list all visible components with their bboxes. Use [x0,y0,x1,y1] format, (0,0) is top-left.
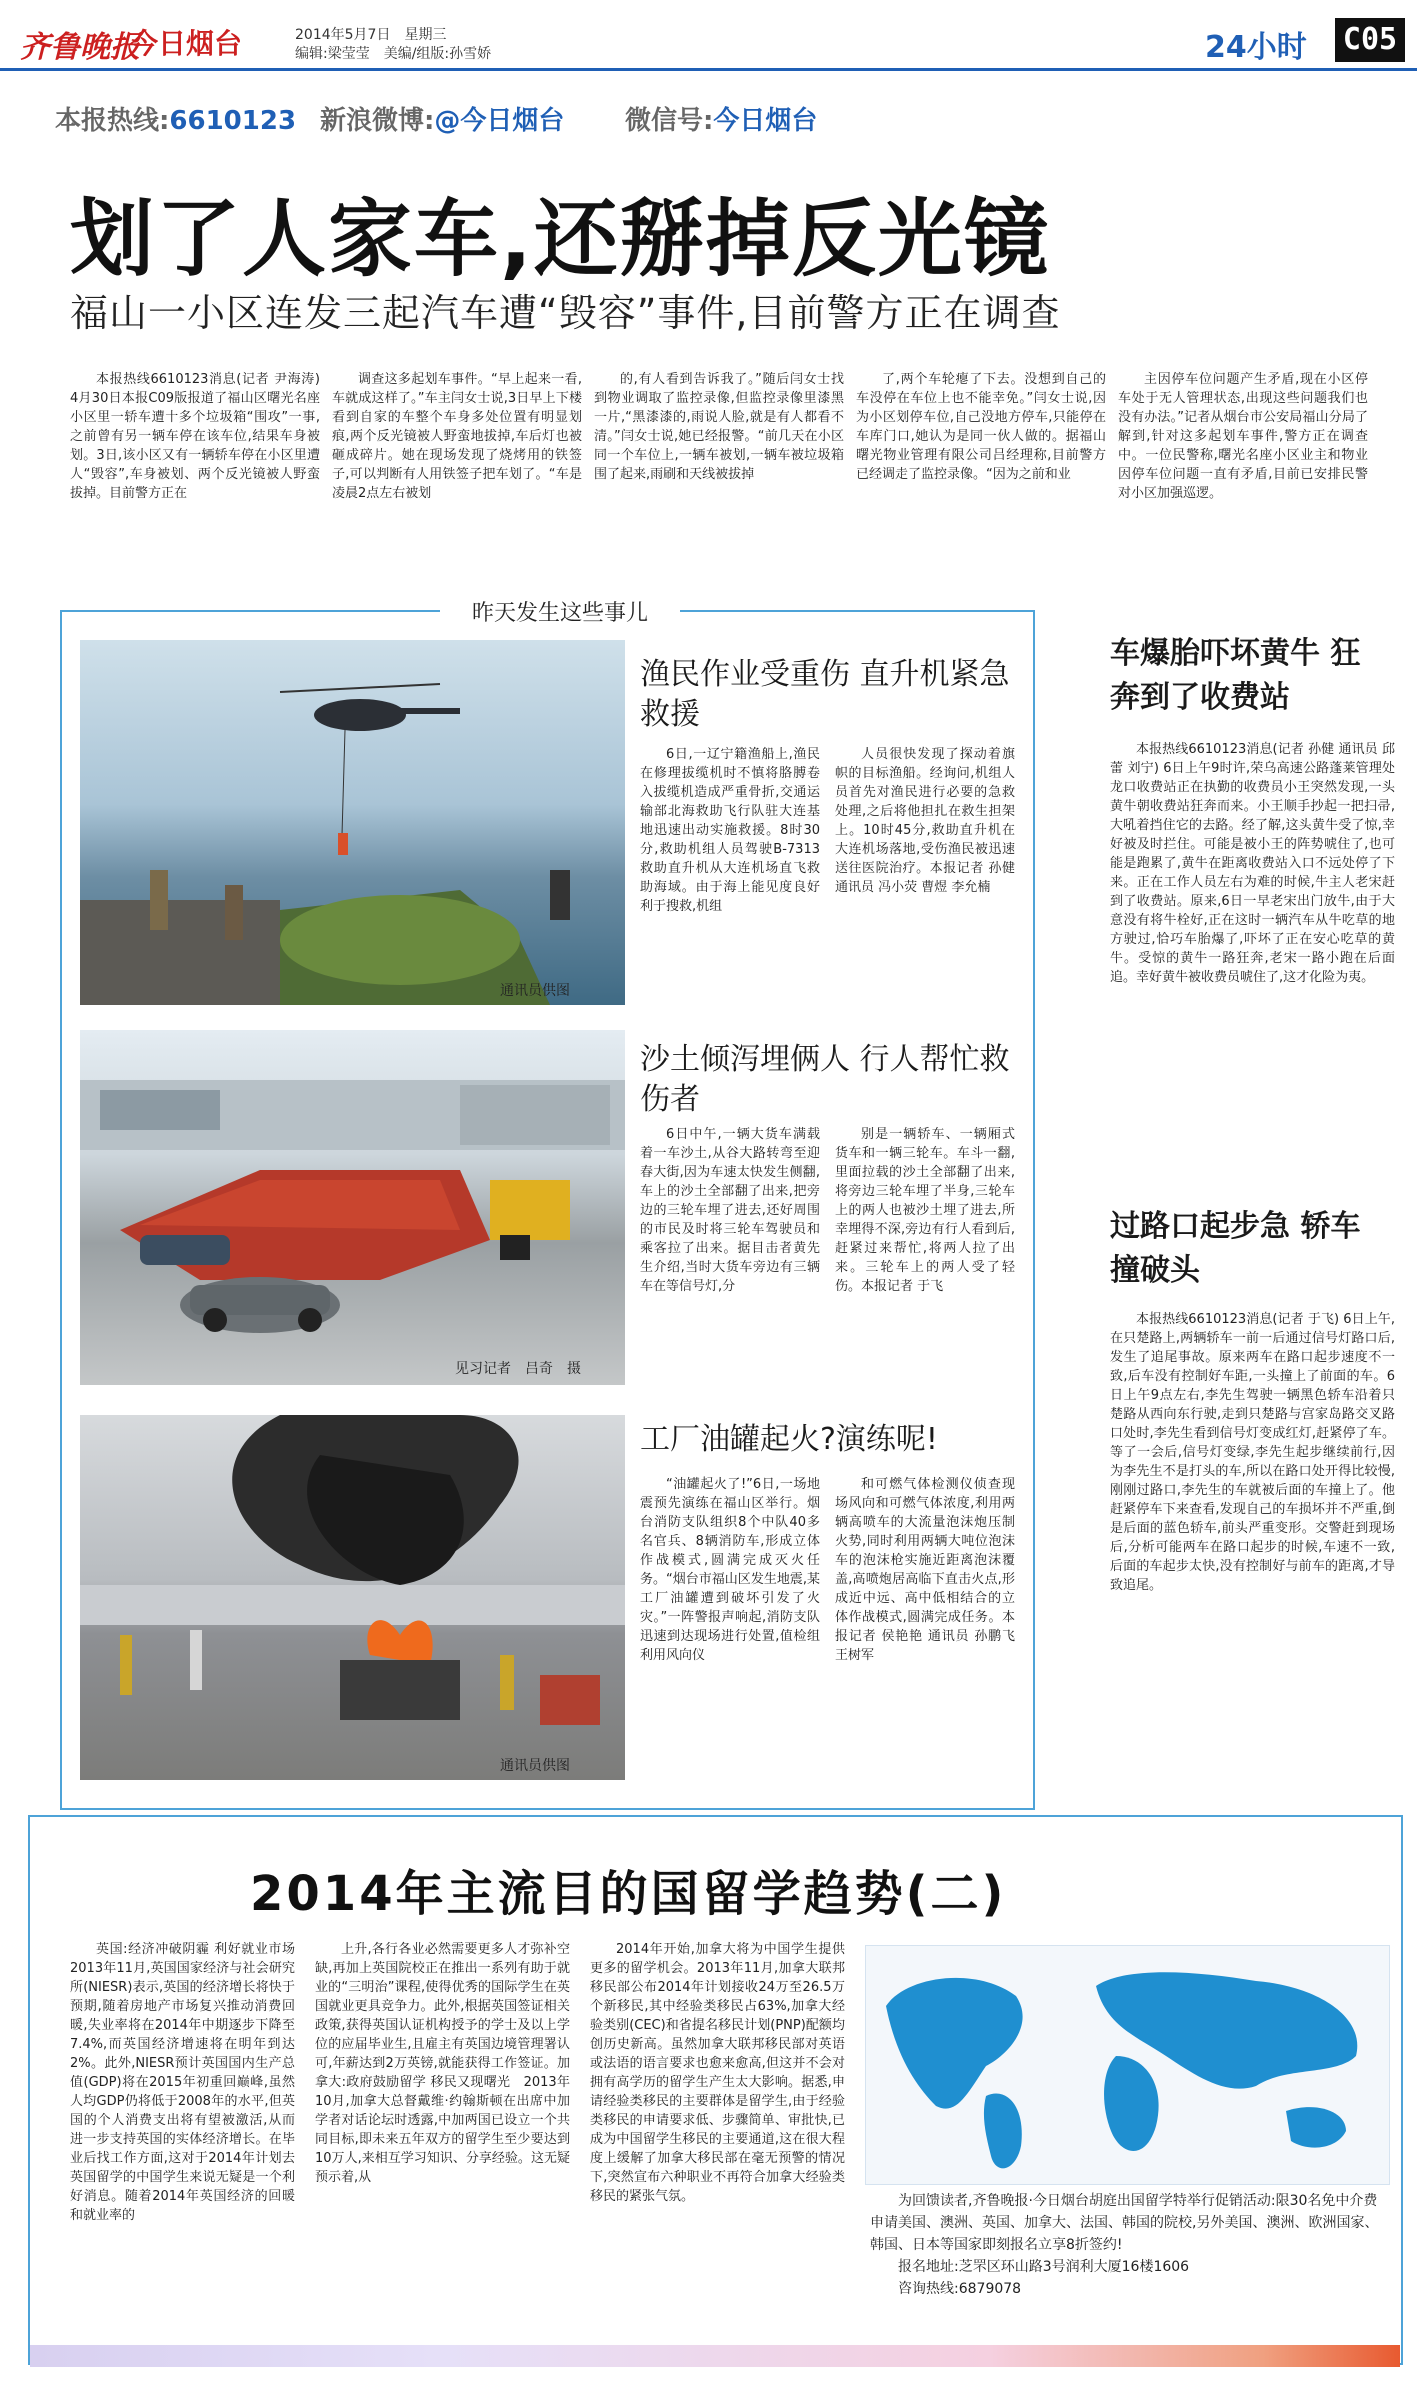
section-24h: 24小时 [1205,30,1307,65]
page-number: C05 [1335,18,1405,62]
lead-column-4: 了,两个车轮瘪了下去。没想到自己的车没停在车位上也不能幸免。”闫女士说,因为小区划停车位,自己没地方停车,只能停在车库门口,她认为是同一伙人做的。据福山曙光物业管理有限公司吕经理称,目前警方已经调走了监控录像。“因为之前和业 [856,372,1106,482]
issue-date: 2014年5月7日 星期三 [295,27,447,43]
side-story-body: 本报热线6610123消息(记者 于飞) 6日上午,在只楚路上,两辆轿车一前一后通过信号灯路口后,发生了追尾事故。原来两车在路口起步速度不一致,后车没有控制好车距,一头撞上了前面的车。6日上午9点左右,李先生驾驶一辆黑色轿车沿着只楚路从西向东行驶,走到只楚路与宫家岛路交叉路口处时,李先生看到信号灯变成红灯,赶紧停了车。等了一会后,信号灯变绿,李先生起步继续前行,因为李先生不是打头的车,所以在路口处开得比较慢,刚刚过路口,李先生的车就被后面的车撞上了。他赶紧停车下来查看,发现自己的车损坏并不严重,倒是后面的蓝色轿车,前头严重变形。交警赶到现场后,分析可能两车在路口起步的时候,车速不一致,后面的车起步太快,没有控制好与前车的距离,才导致追尾。 [1110,1312,1395,1593]
header-rule [0,68,1417,71]
promo-text: 为回馈读者,齐鲁晚报·今日烟台胡庭出国留学特举行促销活动:限30名免中介费申请美国、澳洲、英国、加拿大、法国、韩国的院校,另外美国、澳洲、欧洲国家、韩国、日本等国家即刻报名立享8折签约! 报名地址:芝罘区环山路3号润利大厦16楼1606 咨询热线:6879078 [870,2193,1379,2297]
photo-caption: 通讯员供图 [500,1758,570,1774]
education-column-2: 上升,各行各业必然需要更多人才弥补空缺,再加上英国院校正在推出一系列有助于就业的“三明治”课程,使得优秀的国际学生在英国就业更具竞争力。此外,根据英国签证相关政策,获得英国认证机构授予的学士及以上学位的应届毕业生,且雇主有英国边境管理署认可,年薪达到2万英镑,就能获得工作签证。加拿大:政府鼓励留学 移民又现曙光 2013年10月,加拿大总督戴维·约翰斯顿在出席中加学者对话论坛时透露,中加两国已设立一个共同目标,即未来五年双方的留学生至少要达到10万人,来相互学习知识、分享经验。这无疑预示着,从 [315,1942,570,2185]
editor-credits: 编辑:梁莹莹 美编/组版:孙雪娇 [295,46,492,62]
side-story-body: 本报热线6610123消息(记者 孙健 通讯员 邱蕾 刘宁) 6日上午9时许,荣乌高速公路蓬莱管理处龙口收费站正在执勤的收费员小王突然发现,一头黄牛朝收费站狂奔而来。小王顺手抄起一把扫帚,大吼着挡住它的去路。经了解,这头黄牛受了惊,幸好被及时拦住。可能是被小王的阵势唬住了,也可能是跑累了,黄牛在距离收费站入口不远处停了下来。正在工作人员左右为难的时候,牛主人老宋赶到了收费站。原来,6日一早老宋出门放牛,由于大意没有将牛栓好,正在这时一辆汽车从牛吃草的地方驶过,恰巧车胎爆了,吓坏了正在安心吃草的黄牛。受惊的黄牛一路狂奔,老宋一路小跑在后面追。幸好黄牛被收费员唬住了,这才化险为夷。 [1110,742,1395,985]
story-column: 6日中午,一辆大货车满载着一车沙土,从谷大路转弯至迎春大街,因为车速太快发生侧翻,车上的沙土全部翻了出来,把旁边的三轮车埋了进去,还好周围的市民及时将三轮车驾驶员和乘客拉了出来。据目击者黄先生介绍,当时大货车旁边有三辆车在等信号灯,分 [640,1127,820,1294]
lead-column-3: 的,有人看到告诉我了。”随后闫女士找到物业调取了监控录像,但监控录像里漆黑一片,“黑漆漆的,雨说人脸,就是有人都看不清。”闫女士说,她已经报警。“前几天在小区同一个车位上,一辆车被划,一辆车被垃圾箱围了起来,雨刷和天线被拔掉 [594,372,844,482]
story-column: 6日,一辽宁籍渔船上,渔民在修理拔缆机时不慎将胳膊卷入拔缆机造成严重骨折,交通运输部北海救助飞行队驻大连基地迅速出动实施救援。8时30分,救助机组人员驾驶B-7313救助直升机从大连机场直飞救助海域。由于海上能见度良好利于搜救,机组 [640,747,820,914]
story-column: 别是一辆轿车、一辆厢式货车和一辆三轮车。车斗一翻,里面拉载的沙土全部翻了出来,将旁边三轮车埋了半身,三轮车上的两人也被沙土埋了进去,所幸埋得不深,旁边有行人看到后,赶紧过来帮忙,将两人拉了出来。三轮车上的两人受了轻伤。本报记者 于飞 [835,1127,1015,1294]
world-map-graphic [865,1945,1390,2185]
story-headline: 工厂油罐起火?演练呢! [640,1422,938,1457]
weibo: 新浪微博:@今日烟台 [320,106,565,136]
bottom-gradient-bar [30,2345,1400,2367]
wechat: 微信号:今日烟台 [625,106,818,136]
lead-headline: 划了人家车,还掰掉反光镜 [70,190,1050,288]
story-column: “油罐起火了!”6日,一场地震预先演练在福山区举行。烟台消防支队组织8个中队40多名官兵、8辆消防车,形成立体作战模式,圆满完成灭火任务。“烟台市福山区发生地震,某工厂油罐遭到破坏引发了火灾。”一阵警报声响起,消防支队迅速到达现场进行处置,值检组利用风向仪 [640,1477,820,1663]
lead-column-1: 本报热线6610123消息(记者 尹海涛) 4月30日本报C09版报道了福山区曙光名座小区里一轿车遭十多个垃圾箱“围攻”一事,之前曾有另一辆车停在该车位,结果车身被划。3日,该小区又有一辆轿车停在小区里遭人“毁容”,车身被划、两个反光镜被人野蛮拔掉。目前警方正在 [70,372,320,501]
truck-accident-photo [80,1030,625,1385]
lead-subhead: 福山一小区连发三起汽车遭“毁容”事件,目前警方正在调查 [70,291,1061,335]
section-name: 今日烟台 [130,27,243,60]
hotline: 本报热线:6610123 [55,106,297,136]
newspaper-brand: 齐鲁晚报 [20,30,140,65]
education-title: 2014年主流目的国留学趋势(二) [250,1866,1007,1922]
lead-column-5: 主因停车位问题产生矛盾,现在小区停车处于无人管理状态,出现这些问题我们也没有办法。”记者从烟台市公安局福山分局了解到,针对这多起划车事件,警方正在调查中。一位民警称,曙光名座小区业主和物业因停车位问题一直有矛盾,目前已安排民警对小区加强巡逻。 [1118,372,1368,501]
education-column-1: 英国:经济冲破阴霾 利好就业市场 2013年11月,英国国家经济与社会研究所(NIESR)表示,英国的经济增长将快于预期,随着房地产市场复兴推动消费回暖,失业率将在2014年中期逐步下降至7.4%,而英国经济增速将在明年到达2%。此外,NIESR预计英国国内生产总值(GDP)将在2015年初重回巅峰,虽然人均GDP仍将低于2008年的水平,但英国的个人消费支出将有望被激活,从而进一步支持英国的实体经济增长。在毕业后找工作方面,这对于2014年计划去英国留学的中国学生来说无疑是一个利好消息。随着2014年英国经济的回暖和就业率的 [70,1942,309,2223]
events-box-title: 昨天发生这些事儿 [440,596,680,627]
lead-column-2: 调查这多起划车事件。“早上起来一看,车就成这样了。”车主闫女士说,3日早上下楼看到自家的车整个车身多处位置有明显划痕,两个反光镜被人野蛮地拔掉,车后灯也被砸成碎片。她在现场发现了烧烤用的铁签子,可以判断有人用铁签子把车划了。“车是凌晨2点左右被划 [332,372,582,501]
story-headline: 渔民作业受重伤 直升机紧急救援 [640,657,1010,732]
story-headline: 沙土倾泻埋俩人 行人帮忙救伤者 [640,1042,1010,1117]
photo-caption: 见习记者 吕奇 摄 [455,1361,581,1377]
education-column-3: 2014年开始,加拿大将为中国学生提供更多的留学机会。2013年11月,加拿大联邦移民部公布2014年计划接收24万至26.5万个新移民,其中经验类移民占63%,加拿大经验类别(CEC)和省提名移民计划(PNP)配额均创历史新高。虽然加拿大联邦移民部对英语或法语的语言要求也愈来愈高,但这并不会对拥有高学历的留学生产生太大影响。据悉,申请经验类移民的主要群体是留学生,由于经验类移民的申请要求低、步骤简单、审批快,已成为中国留学生移民的主要通道,这在很大程度上缓解了加拿大移民部在毫无预警的情况下,突然宣布六种职业不再符合加拿大经验类移民的紧张气氛。 [590,1942,845,2204]
story-column: 人员很快发现了探动着旗帜的目标渔船。经询问,机组人员首先对渔民进行必要的急救处理,之后将他担扎在救生担架上。10时45分,救助直升机在大连机场落地,受伤渔民被迅速送往医院治疗。本报记者 孙健 通讯员 冯小荧 曹煜 李允楠 [835,747,1015,895]
fire-drill-photo [80,1415,625,1780]
helicopter-rescue-photo [80,640,625,1005]
side-story-headline: 车爆胎吓坏黄牛 狂奔到了收费站 [1110,636,1361,715]
side-story-headline: 过路口起步急 轿车撞破头 [1110,1209,1361,1288]
story-column: 和可燃气体检测仪侦查现场风向和可燃气体浓度,利用两辆高喷车的大流量泡沫炮压制火势,同时利用两辆大吨位泡沫车的泡沫枪实施近距离泡沫覆盖,高喷炮居高临下直击火点,形成近中远、高中低相结合的立体作战模式,圆满完成任务。本报记者 侯艳艳 通讯员 孙鹏飞 王树军 [835,1477,1015,1663]
photo-caption: 通讯员供图 [500,983,570,999]
